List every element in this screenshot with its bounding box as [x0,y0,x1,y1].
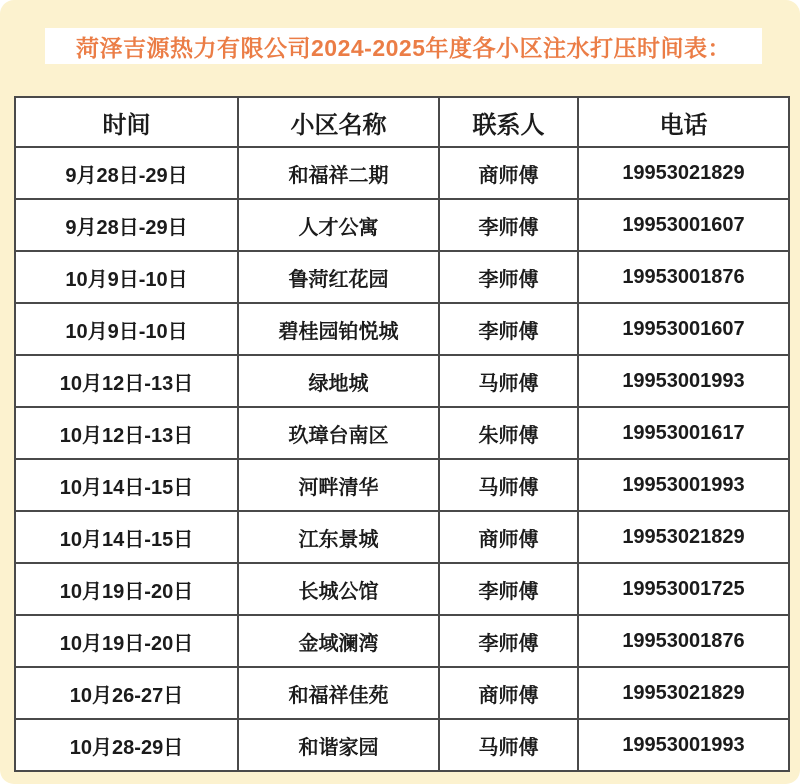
title-banner [45,28,762,64]
table-row [15,147,789,199]
cell-phone: 19953021829 [578,667,789,719]
header-phone: 电话 [578,97,789,147]
cell-time: 10月19日-20日 [15,615,238,667]
table-row [15,251,789,303]
cell-phone: 19953001617 [578,407,789,459]
cell-phone: 19953001876 [578,615,789,667]
cell-time: 9月28日-29日 [15,147,238,199]
cell-contact: 马师傅 [439,355,578,407]
cell-phone: 19953001876 [578,251,789,303]
cell-contact: 李师傅 [439,563,578,615]
header-contact: 联系人 [439,97,578,147]
cell-community: 河畔清华 [238,459,439,511]
cell-time: 10月28-29日 [15,719,238,771]
pressure-test-schedule-table [14,96,790,772]
cell-time: 10月9日-10日 [15,251,238,303]
cell-time: 10月14日-15日 [15,459,238,511]
cell-contact: 马师傅 [439,459,578,511]
table-row [15,199,789,251]
cell-contact: 李师傅 [439,251,578,303]
cell-contact: 马师傅 [439,719,578,771]
cell-community: 和谐家园 [238,719,439,771]
header-community: 小区名称 [238,97,439,147]
table-row [15,407,789,459]
cell-phone: 19953021829 [578,147,789,199]
cell-community: 江东景城 [238,511,439,563]
table-row [15,667,789,719]
cell-community: 鲁菏红花园 [238,251,439,303]
table-body [15,147,789,771]
cell-time: 10月26-27日 [15,667,238,719]
cell-community: 玖璋台南区 [238,407,439,459]
table-row [15,459,789,511]
cell-community: 和福祥二期 [238,147,439,199]
table-row [15,615,789,667]
cell-time: 10月12日-13日 [15,355,238,407]
cell-phone: 19953001607 [578,303,789,355]
cell-community: 绿地城 [238,355,439,407]
table-row [15,303,789,355]
cell-community: 碧桂园铂悦城 [238,303,439,355]
table-row [15,355,789,407]
cell-time: 10月14日-15日 [15,511,238,563]
cell-phone: 19953001725 [578,563,789,615]
cell-contact: 商师傅 [439,511,578,563]
cell-contact: 李师傅 [439,615,578,667]
cell-contact: 李师傅 [439,303,578,355]
header-time: 时间 [15,97,238,147]
cell-community: 长城公馆 [238,563,439,615]
cell-community: 和福祥佳苑 [238,667,439,719]
page-title: 菏泽吉源热力有限公司2024-2025年度各小区注水打压时间表： [76,34,731,61]
cell-contact: 商师傅 [439,667,578,719]
cell-phone: 19953001993 [578,719,789,771]
cell-community: 金域澜湾 [238,615,439,667]
cell-contact: 李师傅 [439,199,578,251]
cell-phone: 19953001993 [578,355,789,407]
cell-time: 10月19日-20日 [15,563,238,615]
cell-phone: 19953001993 [578,459,789,511]
cell-phone: 19953001607 [578,199,789,251]
table-row [15,563,789,615]
cell-contact: 商师傅 [439,147,578,199]
table-row [15,511,789,563]
table-row [15,719,789,771]
cell-contact: 朱师傅 [439,407,578,459]
cell-time: 10月12日-13日 [15,407,238,459]
cell-time: 10月9日-10日 [15,303,238,355]
cell-time: 9月28日-29日 [15,199,238,251]
cell-phone: 19953021829 [578,511,789,563]
cell-community: 人才公寓 [238,199,439,251]
table-header-row [15,97,789,147]
